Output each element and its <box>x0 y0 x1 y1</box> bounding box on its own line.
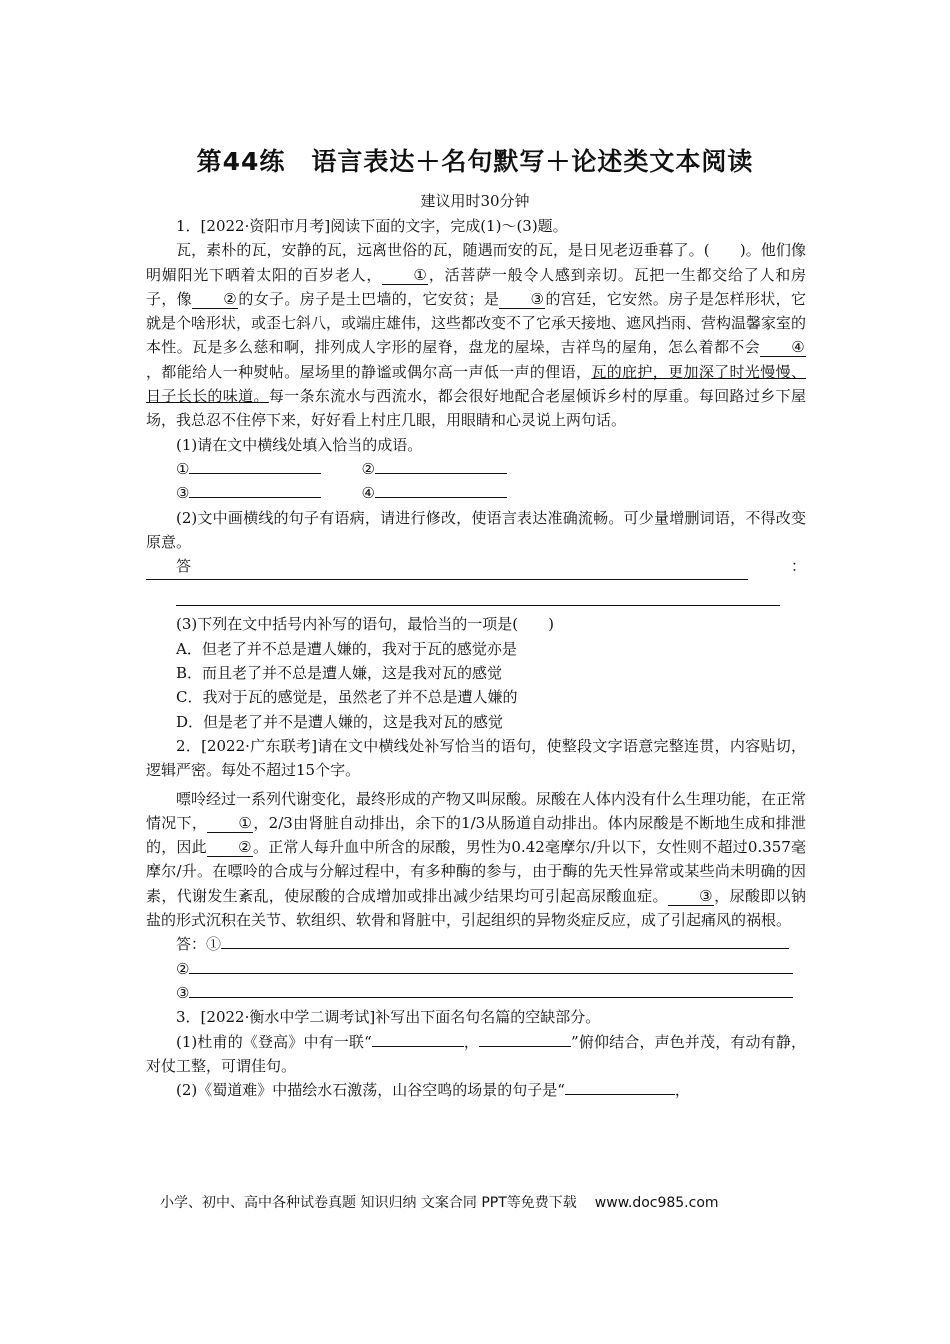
passage-text: ，2/3由肾脏自动排出，余下的1/3从肠道自动排出。体内尿酸是不断地生成和排泄的，因此 <box>146 813 806 857</box>
answer-colon: ： <box>790 557 806 576</box>
answer-row <box>146 981 806 1005</box>
option-c[interactable]: C．我对于瓦的感觉是，虽然老了并不总是遭人嫌的 <box>176 688 518 707</box>
answer-line-1[interactable] <box>146 578 748 580</box>
question-text: (1)杜甫的《登高》中有一联“ <box>176 1032 372 1051</box>
blank-3[interactable]: ③ <box>668 887 714 906</box>
footer-text: 小学、初中、高中各种试卷真题 知识归纳 文案合同 PPT等免费下载 <box>160 1195 577 1211</box>
blank-1[interactable]: ① <box>207 814 253 833</box>
footer-link[interactable]: www.doc985.com <box>594 1195 719 1211</box>
passage-text: 的宫廷，它安然。房子是怎样形状，它就是个啥形状，或歪七斜八，或端庄雄伟，这些都改变不了它承天接地、遮风挡雨、营构温馨家室的本性。瓦是多么慈和啊，排列成人字形的屋脊，盘龙的屋垛，吉祥鸟的屋角，怎么着都不会 <box>146 289 807 357</box>
answer-blank-1[interactable] <box>372 1031 464 1047</box>
answer-row-1 <box>146 457 806 481</box>
passage-text: 瓦，素朴的瓦，安静的瓦，远离世俗的瓦，随遇而安的瓦，是日见老迈垂暮了。( )。他们像明媚阳光下晒着太阳的百岁老人， <box>146 241 806 284</box>
page-subtitle: 建议用时30分钟 <box>420 192 530 210</box>
question-2-passage <box>146 787 806 933</box>
footer <box>160 1192 820 1212</box>
subquestion-3-1 <box>146 1030 806 1079</box>
blank-4[interactable]: ④ <box>760 338 806 357</box>
answer-blank-2[interactable] <box>189 958 793 974</box>
answer-label: 答： <box>176 935 207 954</box>
item-label: ① <box>176 459 190 478</box>
answer-blank-1[interactable] <box>189 458 321 474</box>
question-text: ”俯仰结合，声色并茂，有动有静，对仗工整，可谓佳句。 <box>146 1032 806 1075</box>
blank-2[interactable]: ② <box>207 838 253 857</box>
question-1-head: 1．[2022·资阳市月考]阅读下面的文字，完成(1)～(3)题。 <box>176 217 568 235</box>
subquestion-1-3: (3)下列在文中括号内补写的语句，最恰当的一项是( ) <box>176 615 554 634</box>
answer-row <box>146 957 806 981</box>
answer-label-row <box>146 554 806 578</box>
answer-blank-3[interactable] <box>189 982 793 998</box>
item-label: ② <box>361 459 375 478</box>
question-3-head: 3．[2022·衡水中学二调考试]补写出下面名句名篇的空缺部分。 <box>176 1008 601 1027</box>
answer-blank-1[interactable] <box>221 933 789 949</box>
item-label: ③ <box>176 983 190 1002</box>
question-1 <box>146 214 806 1102</box>
answer-blank-3[interactable] <box>565 1079 675 1095</box>
item-label: ③ <box>176 484 190 503</box>
item-label: ① <box>206 935 222 954</box>
item-label: ④ <box>361 484 375 503</box>
answer-blank-2[interactable] <box>479 1031 571 1047</box>
passage-text: 。正常人每升血中所含的尿酸，男性为0.42毫摩尔/升以下，女性则不超过0.357毫摩尔/升。在嘌呤的合成与分解过程中，有多种酶的参与，由于酶的先天性异常或某些尚未明确的因素，代谢发生紊乱，使尿酸的合成增加或排出减少结果均可引起高尿酸血症。 <box>146 838 806 905</box>
passage-text: 每一条东流水与西流水，都会很好地配合老屋倾诉乡村的厚重。每回路过乡下屋场，我总忍不住停下来，好好看上村庄几眼，用眼睛和心灵说上两句话。 <box>146 387 806 430</box>
passage-text: ，都能给人一种熨帖。屋场里的静谧或偶尔高一声低一声的俚语， <box>146 362 592 381</box>
option-d[interactable]: D．但是老了并不是遭人嫌的，这是我对瓦的感觉 <box>176 712 504 731</box>
answer-blank-3[interactable] <box>189 482 321 498</box>
blank-3[interactable]: ③ <box>499 290 545 309</box>
passage-text: 的女子。房子是土巴墙的，它安贫；是 <box>238 289 500 308</box>
option-b[interactable]: B．而且老了并不总是遭人嫌，这是我对瓦的感觉 <box>176 664 503 683</box>
page-title: 第44练 语言表达＋名句默写＋论述类文本阅读 <box>196 147 754 176</box>
question-1-passage <box>146 238 806 432</box>
blank-2[interactable]: ② <box>192 290 238 309</box>
blank-1[interactable]: ① <box>382 266 428 285</box>
item-label: ② <box>176 959 190 978</box>
passage-text: ，活菩萨一般令人感到亲切。瓦把一生都交给了人和房子，像 <box>146 265 806 308</box>
answer-line-2[interactable] <box>176 604 780 606</box>
option-a[interactable]: A．但老了并不总是遭人嫌的，我对于瓦的感觉亦是 <box>176 639 517 658</box>
question-text: ， <box>463 1032 480 1051</box>
subquestion-1-2: (2)文中画横线的句子有语病，请进行修改，使语言表达准确流畅。可少量增删词语，不得改变原意。 <box>146 508 806 551</box>
question-2-head: 2．[2022·广东联考]请在文中横线处补写恰当的语句，使整段文字语意完整连贯，内容贴切，逻辑严密。每处不超过15个字。 <box>146 736 806 780</box>
passage-text: ，尿酸即以钠盐的形式沉积在关节、软组织、软骨和肾脏中，引起组织的异物炎症反应，成了引起痛风的祸根。 <box>146 886 806 930</box>
answer-blank-2[interactable] <box>375 458 507 474</box>
underlined-sentence: 瓦的庇护，更加深了时光慢慢、日子长长的味道。 <box>146 362 806 406</box>
answer-blank-4[interactable] <box>375 482 507 498</box>
answer-row <box>146 932 806 956</box>
answer-row-2 <box>146 481 806 505</box>
subquestion-1-1: (1)请在文中横线处填入恰当的成语。 <box>176 435 423 454</box>
answer-label: 答 <box>176 557 192 576</box>
question-text: ， <box>674 1081 690 1100</box>
subquestion-3-2 <box>146 1078 806 1102</box>
question-text: (2)《蜀道难》中描绘水石激荡，山谷空鸣的场景的句子是“ <box>176 1081 565 1100</box>
passage-text: 嘌呤经过一系列代谢变化，最终形成的产物又叫尿酸。尿酸在人体内没有什么生理功能，在正常情况下， <box>146 789 807 832</box>
